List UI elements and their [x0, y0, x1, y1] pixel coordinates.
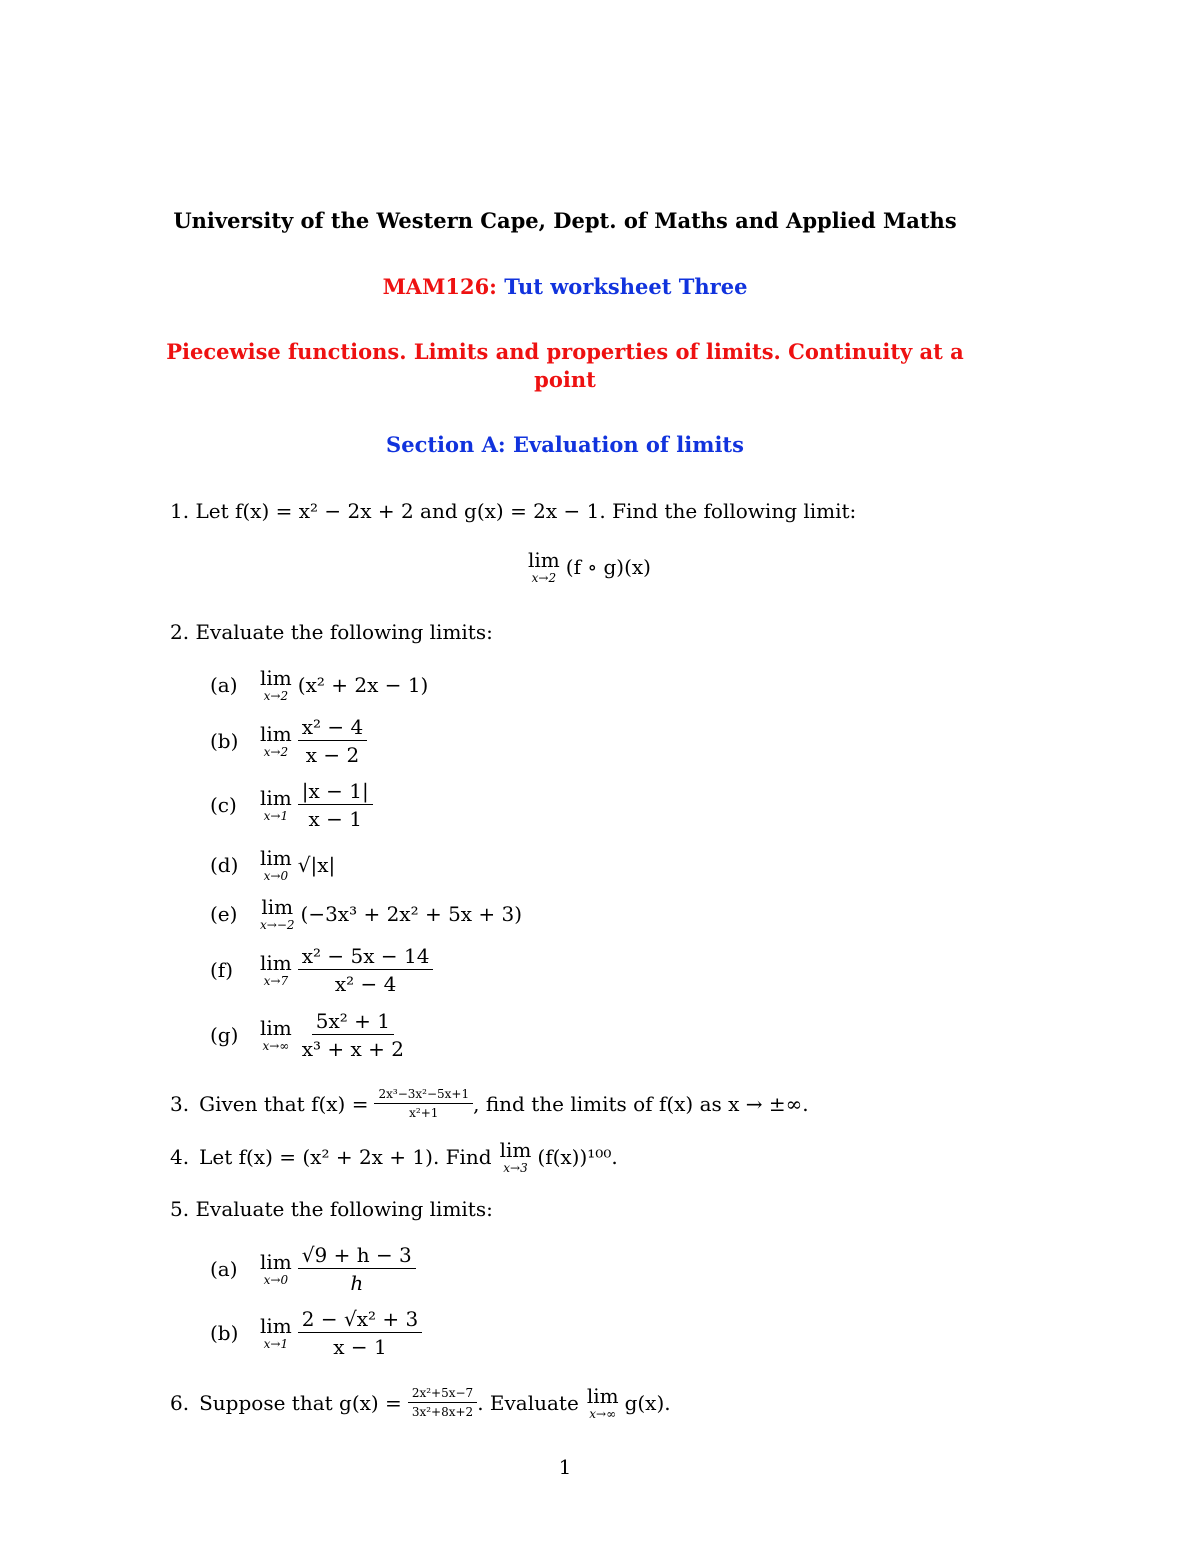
- limit-operator: lim x→7: [260, 951, 292, 988]
- limit-operator: lim x→∞: [260, 1016, 292, 1053]
- question-1: [170, 499, 856, 523]
- numerator: 2 − √x² + 3: [298, 1308, 422, 1333]
- fraction: [298, 1010, 408, 1060]
- section-title: Section A: Evaluation of limits: [386, 432, 744, 457]
- denominator: x − 2: [305, 743, 360, 767]
- part-label: (e): [210, 902, 238, 926]
- q2-part-f: [210, 945, 433, 995]
- course-code: MAM126:: [382, 274, 497, 299]
- denominator: x − 1: [308, 807, 362, 831]
- q5-part-a: [210, 1244, 416, 1294]
- question-2: [170, 620, 493, 644]
- limit-expression: (x² + 2x − 1): [297, 673, 429, 697]
- question-text: Given that f(x) =: [199, 1092, 369, 1117]
- topic-line-1: Piecewise functions. Limits and properties of limits. Continuity at a: [166, 339, 964, 364]
- question-text: Let f(x) = x² − 2x + 2 and g(x) = 2x − 1. Find the following limit:: [195, 499, 857, 523]
- part-label: (d): [210, 853, 239, 877]
- question-number: 1.: [170, 499, 190, 523]
- question-6: [170, 1386, 671, 1420]
- question-text: Let f(x) = (x² + 2x + 1). Find: [199, 1145, 492, 1169]
- part-label: (g): [210, 1023, 239, 1047]
- question-4: [170, 1140, 618, 1174]
- question-text: Evaluate the following limits:: [195, 620, 493, 644]
- limit-operator: lim x→0: [260, 846, 292, 883]
- university-heading: University of the Western Cape, Dept. of Maths and Applied Maths: [173, 208, 957, 233]
- q2-part-e: [210, 897, 522, 931]
- worksheet-name: Tut worksheet Three: [504, 274, 748, 299]
- fraction: [374, 1088, 473, 1120]
- limit-expression: (f ∘ g)(x): [565, 555, 651, 579]
- limit-operator: lim x→2: [260, 666, 292, 703]
- q1-limit: [528, 550, 651, 584]
- question-text-mid: . Evaluate: [477, 1391, 579, 1415]
- numerator: 2x³−3x²−5x+1: [374, 1088, 473, 1104]
- limit-expression: (f(x))¹⁰⁰.: [537, 1145, 618, 1169]
- denominator: x − 1: [333, 1335, 387, 1359]
- q2-part-a: [210, 668, 428, 702]
- question-text: Suppose that g(x) =: [199, 1391, 402, 1415]
- limit-expression: g(x).: [624, 1391, 671, 1415]
- fraction: [298, 780, 373, 830]
- limit-expression: √|x|: [297, 853, 336, 877]
- fraction: [298, 945, 434, 995]
- topic-line-2: point: [534, 367, 596, 392]
- denominator: 3x²+8x+2: [411, 1405, 474, 1419]
- part-label: (c): [210, 793, 237, 817]
- question-5: [170, 1197, 493, 1221]
- part-label: (a): [210, 673, 238, 697]
- question-number: 6.: [170, 1391, 190, 1415]
- question-number: 4.: [170, 1145, 190, 1169]
- part-label: (b): [210, 1321, 239, 1345]
- limit-operator: lim x→2: [528, 548, 560, 585]
- numerator: 2x²+5x−7: [408, 1387, 477, 1403]
- q5-part-b: [210, 1308, 422, 1358]
- fraction: [298, 716, 368, 766]
- denominator: h: [350, 1271, 364, 1295]
- denominator: x²+1: [409, 1106, 439, 1121]
- limit-operator: lim x→3: [499, 1138, 532, 1175]
- question-text: Evaluate the following limits:: [195, 1197, 493, 1221]
- fraction: [298, 1244, 416, 1294]
- numerator: x² − 5x − 14: [298, 945, 434, 970]
- denominator: x³ + x + 2: [301, 1037, 405, 1061]
- limit-operator: lim x→1: [260, 786, 292, 823]
- limit-expression: (−3x³ + 2x² + 5x + 3): [300, 902, 523, 926]
- denominator: x² − 4: [334, 972, 397, 996]
- part-label: (b): [210, 729, 239, 753]
- numerator: x² − 4: [298, 716, 368, 741]
- worksheet-title: [0, 274, 1130, 299]
- q2-part-d: [210, 848, 335, 882]
- q2-part-c: [210, 780, 373, 830]
- q2-part-g: [210, 1010, 408, 1060]
- numerator: 5x² + 1: [312, 1010, 394, 1035]
- part-label: (f): [210, 958, 234, 982]
- question-number: 5.: [170, 1197, 190, 1221]
- limit-operator: lim x→∞: [586, 1384, 619, 1421]
- limit-operator: lim x→2: [260, 722, 292, 759]
- limit-operator: lim x→0: [260, 1250, 292, 1287]
- part-label: (a): [210, 1257, 238, 1281]
- limit-operator: lim x→1: [260, 1314, 292, 1351]
- limit-operator: lim x→−2: [260, 895, 295, 932]
- page-number: 1: [558, 1455, 572, 1479]
- fraction: [408, 1387, 477, 1419]
- q2-part-b: [210, 716, 367, 766]
- question-text-tail: , find the limits of f(x) as x → ±∞.: [473, 1092, 809, 1117]
- question-number: 2.: [170, 620, 190, 644]
- fraction: [298, 1308, 422, 1358]
- question-number: 3.: [170, 1092, 190, 1117]
- numerator: |x − 1|: [298, 780, 373, 805]
- question-3: [170, 1088, 809, 1120]
- numerator: √9 + h − 3: [298, 1244, 416, 1269]
